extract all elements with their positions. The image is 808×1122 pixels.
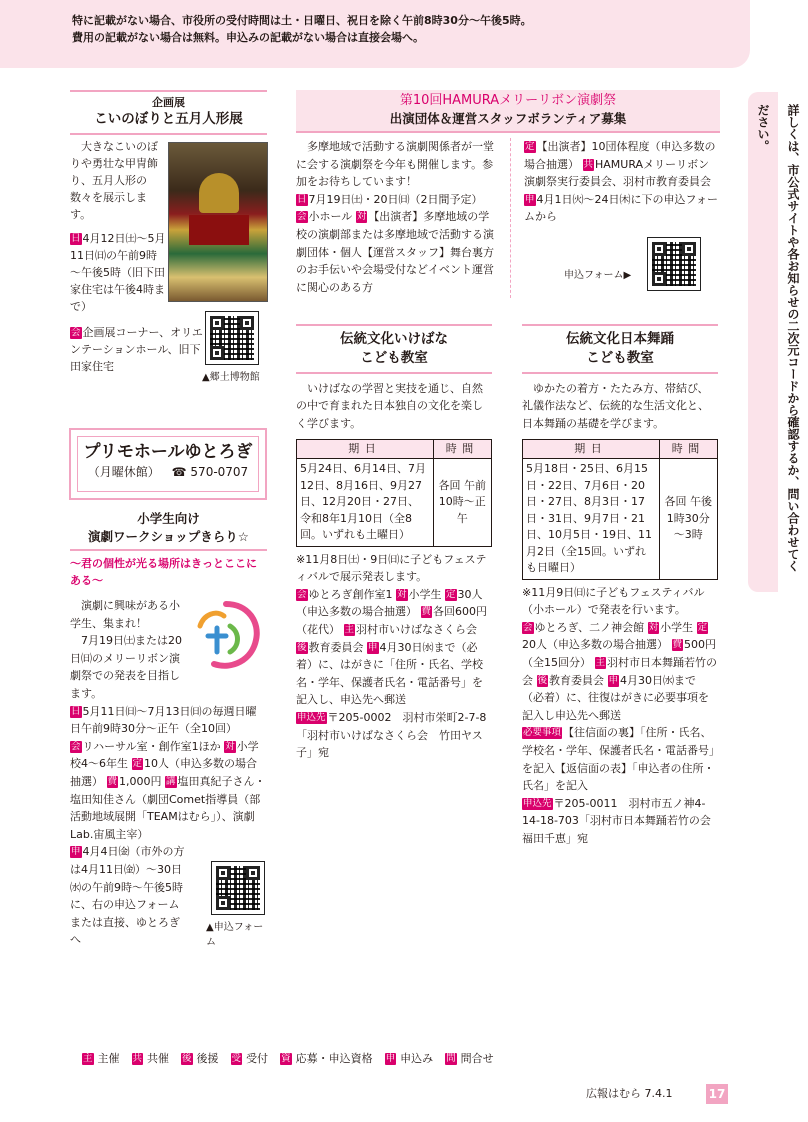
fee-mark: 費 bbox=[107, 776, 118, 788]
legend-label: 主催 bbox=[97, 1052, 120, 1065]
festival-section bbox=[296, 90, 720, 294]
festival-divider bbox=[510, 138, 511, 298]
workshop-intro-2: 7月19日㈯または20日㈰のメリーリボン演劇祭での発表を目指します。 bbox=[70, 634, 182, 701]
host-mark: 主 bbox=[595, 656, 606, 668]
page-number: 17 bbox=[706, 1084, 728, 1104]
festival-intro: 多摩地域で活動する演劇関係者が一堂に会する演劇祭を今年も開催します。参加をお待ちしています！ bbox=[296, 140, 494, 189]
dance-fee: 500円（全15回分） bbox=[522, 638, 717, 669]
ikebana-host: 羽村市いけばなさくら会 bbox=[356, 622, 478, 636]
workshop-target: 小学校4～6年生 bbox=[70, 739, 259, 771]
dance-title-1: 伝統文化日本舞踊 bbox=[566, 331, 674, 347]
festival-title: 第10回HAMURAメリーリボン演劇祭 bbox=[399, 93, 617, 108]
ikebana-address: 〒205-0002 羽村市栄町2-7-8「羽村市いけばなさくら会 竹田ヤス子」宛 bbox=[296, 710, 487, 760]
workshop-intro-1: 演劇に興味がある小学生、集まれ！ bbox=[70, 599, 180, 630]
date-mark: 日 bbox=[71, 233, 81, 244]
workshop-title: 演劇ワークショップきらり☆ bbox=[88, 528, 249, 544]
apply-mark: 申 bbox=[525, 193, 535, 205]
dance-dates: 5月18日・25日、6月15日・22日、7月6日・20日・27日、8月3日・17日・31日、9月7日・21日、10月5日・19日、11月2日（全15回。いずれも日曜日） bbox=[523, 459, 660, 580]
festival-cosponsor: HAMURAメリーリボン演劇祭実行委員会、羽村市教育委員会 bbox=[524, 157, 711, 189]
apply-mark: 申 bbox=[368, 641, 378, 653]
dance-schedule-table bbox=[522, 439, 718, 580]
legend-items bbox=[82, 1052, 506, 1065]
primo-tel: 570-0707 bbox=[190, 465, 249, 480]
exhibit-kicker: 企画展 bbox=[152, 96, 185, 109]
exhibit-intro: 大きなこいのぼりや勇壮な甲冑飾り、五月人形の数々を展示します。 bbox=[70, 140, 158, 222]
ikebana-fee: 各回600円（花代） bbox=[296, 605, 488, 636]
ikebana-capacity: 30人（申込多数の場合抽選） bbox=[296, 587, 483, 619]
exhibit-qr-caption: ▲郷土博物館 bbox=[202, 372, 260, 383]
festival-heading bbox=[296, 90, 720, 133]
dance-section bbox=[522, 324, 722, 847]
header-band bbox=[0, 0, 750, 68]
festival-target-staff: 【運営スタッフ】舞台裏方のお手伝いや会場受付などイベント運営に関心のある方 bbox=[296, 245, 494, 294]
dance-note: ※11月9日㈰に子どもフェスティバル（小ホール）で発表を行います。 bbox=[522, 585, 705, 617]
legend-mark: 主 bbox=[83, 1053, 93, 1064]
ikebana-target: 小学生 bbox=[408, 587, 442, 601]
target-mark: 対 bbox=[356, 211, 367, 223]
dance-venue: ゆとろぎ、二ノ神会館 bbox=[534, 620, 645, 634]
legend-label: 受付 bbox=[246, 1052, 269, 1065]
dance-address: 〒205-0011 羽村市五ノ神4-14-18-703「羽村市日本舞踊若竹の会 福田千恵」宛 bbox=[522, 796, 722, 845]
exhibit-venue: 企画展コーナー、オリエンテーションホール、旧下田家住宅 bbox=[70, 326, 203, 374]
exhibit-qr-code[interactable] bbox=[206, 312, 258, 364]
ikebana-venue: ゆとろぎ創作室1 bbox=[308, 587, 393, 601]
festival-venue: 小ホール bbox=[308, 210, 353, 224]
legend-mark: 申 bbox=[385, 1053, 396, 1064]
ikebana-intro: いけばなの学習と実技を通じ、自然の中で育まれた日本独自の文化を楽しく学びます。 bbox=[296, 381, 483, 430]
exhibit-title: こいのぼりと五月人形展 bbox=[94, 111, 243, 128]
workshop-qr-caption: ▲申込フォーム bbox=[206, 922, 264, 948]
workshop-section bbox=[70, 506, 267, 949]
ikebana-schedule-table bbox=[296, 439, 492, 547]
workshop-heading bbox=[70, 506, 267, 551]
ikebana-title-2: こども教室 bbox=[360, 349, 428, 366]
legend-label: 後援 bbox=[196, 1052, 219, 1065]
table-header-date: 期日 bbox=[297, 439, 434, 459]
primo-name: プリモホールゆとろぎ bbox=[83, 442, 253, 462]
dance-apply: 4月30日㈬まで（必着）に、往復はがきに必要事項を記入し申込先へ郵送 bbox=[522, 673, 709, 722]
ikebana-title-1: 伝統文化いけばな bbox=[340, 331, 448, 347]
ikebana-apply: 4月30日㈬まで（必着）に、はがきに「住所・氏名、学校名・学年、保護者氏名・電話番号」を記入し、申込先へ郵送 bbox=[296, 640, 483, 707]
fee-mark: 費 bbox=[421, 606, 432, 618]
ikebana-dates: 5月24日、6月14日、7月12日、8月16日、9月27日、12月20日・27日、令和8年1月10日（全8回。いずれも土曜日） bbox=[297, 459, 434, 547]
requirements-label: 必要事項 bbox=[523, 727, 562, 739]
venue-mark: 会 bbox=[71, 740, 81, 752]
dance-time: 各回 午後1時30分～3時 bbox=[659, 459, 718, 580]
exhibit-photo bbox=[168, 142, 268, 302]
table-header-time: 時間 bbox=[433, 439, 492, 459]
dance-requirements: 【往信面の裏】「住所・氏名、学校名・学年、保護者氏名・電話番号」を記入【返信面の表】「申込者の住所・氏名」を記入 bbox=[522, 726, 715, 793]
capacity-mark: 定 bbox=[446, 588, 456, 600]
festival-capacity: 【出演者】10団体程度（申込多数の場合抽選） bbox=[524, 140, 716, 171]
venue-mark: 会 bbox=[523, 621, 533, 633]
workshop-lecturer: 塩田真紀子さん・塩田知佳さん（劇団Comet指導員（部活動地域展開「TEAMはむら」）、演劇Lab.宙風主宰） bbox=[70, 775, 266, 841]
dance-title-2: こども教室 bbox=[586, 349, 654, 366]
table-header-date: 期日 bbox=[523, 439, 660, 459]
table-header-time: 時間 bbox=[659, 439, 718, 459]
legend-mark: 受 bbox=[231, 1053, 242, 1064]
ikebana-time: 各回 午前10時～正午 bbox=[433, 459, 492, 547]
address-label: 申込先 bbox=[297, 711, 326, 723]
legend-label: 応募・申込資格 bbox=[295, 1052, 373, 1065]
capacity-mark: 定 bbox=[525, 141, 535, 152]
exhibit-heading bbox=[70, 90, 267, 135]
support-mark: 後 bbox=[537, 674, 548, 686]
workshop-qr-code[interactable] bbox=[212, 862, 264, 914]
festival-date: 7月19日㈯・20日㈰（2日間予定） bbox=[308, 192, 483, 206]
legend-mark: 資 bbox=[281, 1053, 291, 1064]
support-mark: 後 bbox=[297, 641, 307, 653]
host-mark: 主 bbox=[344, 623, 355, 635]
capacity-mark: 定 bbox=[132, 758, 143, 770]
venue-mark: 会 bbox=[297, 211, 307, 223]
footer-publication: 広報はむら 7.4.1 bbox=[586, 1087, 673, 1100]
header-line-2: 費用の記載がない場合は無料。申込みの記載がない場合は直接会場へ。 bbox=[72, 31, 424, 45]
ikebana-note: ※11月8日㈯・9日㈰に子どもフェスティバルで展示発表します。 bbox=[296, 552, 487, 584]
legend-mark: 共 bbox=[132, 1053, 143, 1064]
ikebana-heading bbox=[296, 324, 492, 374]
exhibit-date: 4月12日㈯～5月11日㈰の午前9時～午後5時（旧下田家住宅は午後4時まで） bbox=[70, 232, 166, 314]
festival-apply: 4月1日㈫～24日㈭に下の申込フォームから bbox=[524, 192, 718, 224]
legend-label: 共催 bbox=[147, 1052, 170, 1065]
workshop-venue: リハーサル室・創作室1ほか bbox=[82, 739, 221, 753]
festival-subtitle: 出演団体＆運営スタッフボランティア募集 bbox=[389, 111, 627, 127]
header-line-1: 特に記載がない場合、市役所の受付時間は土・日曜日、祝日を除く午前8時30分～午後5時。 bbox=[72, 14, 532, 27]
legend-mark: 後 bbox=[182, 1053, 192, 1064]
workshop-capacity: 10人（申込多数の場合抽選） bbox=[70, 757, 258, 789]
dance-capacity: 20人（申込多数の場合抽選） bbox=[522, 638, 668, 652]
target-mark: 対 bbox=[397, 588, 407, 600]
venue-mark: 会 bbox=[297, 588, 307, 600]
workshop-logo-graphic bbox=[186, 596, 266, 676]
festival-qr-caption: 申込フォーム▶ bbox=[564, 270, 632, 281]
festival-qr-code[interactable] bbox=[648, 238, 700, 290]
target-mark: 対 bbox=[225, 740, 235, 752]
workshop-logo bbox=[186, 596, 266, 676]
dance-support: 教育委員会 bbox=[549, 673, 605, 687]
side-note-text: 詳しくは、市公式サイトや各お知らせの二次元コードから確認するか、問い合わせてください。 bbox=[756, 104, 800, 572]
legend-label: 申込み bbox=[400, 1052, 434, 1065]
workshop-fee: 1,000円 bbox=[119, 775, 162, 789]
venue-mark: 会 bbox=[71, 327, 81, 338]
workshop-date: 5月11日㈰～7月13日㈰の毎週日曜日午前9時30分～正午（全10回） bbox=[70, 704, 257, 736]
legend-label: 問合せ bbox=[460, 1052, 494, 1065]
fee-mark: 費 bbox=[672, 639, 683, 651]
legend-bar bbox=[82, 1050, 642, 1070]
ikebana-section bbox=[296, 324, 492, 762]
side-note-tab bbox=[748, 92, 800, 592]
legend-mark: 問 bbox=[446, 1053, 456, 1064]
primo-box bbox=[69, 428, 267, 500]
capacity-mark: 定 bbox=[697, 621, 708, 633]
apply-mark: 申 bbox=[608, 674, 619, 686]
dance-target: 小学生 bbox=[660, 620, 694, 634]
phone-icon: ☎ bbox=[171, 465, 187, 480]
primo-closed: （月曜休館） bbox=[87, 465, 160, 480]
dance-host: 羽村市日本舞踊若竹の会 bbox=[522, 655, 718, 687]
cosponsor-mark: 共 bbox=[583, 158, 594, 170]
lecturer-mark: 講 bbox=[166, 776, 176, 788]
address-label: 申込先 bbox=[523, 797, 552, 809]
date-mark: 日 bbox=[71, 705, 81, 717]
exhibit-section bbox=[70, 90, 267, 383]
apply-mark: 申 bbox=[71, 846, 81, 858]
workshop-kicker: 小学生向け bbox=[137, 511, 200, 526]
workshop-apply: 4月4日㈮（市外の方は4月11日㈮）～30日㈬の午前9時～午後5時に、右の申込フォームまたは直接、ゆとろぎへ bbox=[70, 845, 185, 947]
date-mark: 日 bbox=[297, 193, 307, 205]
dance-heading bbox=[522, 324, 718, 374]
workshop-catch: ～君の個性が光る場所はきっとここにある～ bbox=[70, 557, 257, 588]
dance-intro: ゆかたの着方・たたみ方、帯結び、礼儀作法など、伝統的な生活文化と、日本舞踊の基礎を学びます。 bbox=[522, 381, 709, 430]
target-mark: 対 bbox=[648, 621, 659, 633]
ikebana-support: 教育委員会 bbox=[308, 640, 364, 654]
festival-target-cast: 【出演者】多摩地域の学校の演劇部または多摩地域で活動する演劇団体・個人 bbox=[296, 210, 494, 259]
